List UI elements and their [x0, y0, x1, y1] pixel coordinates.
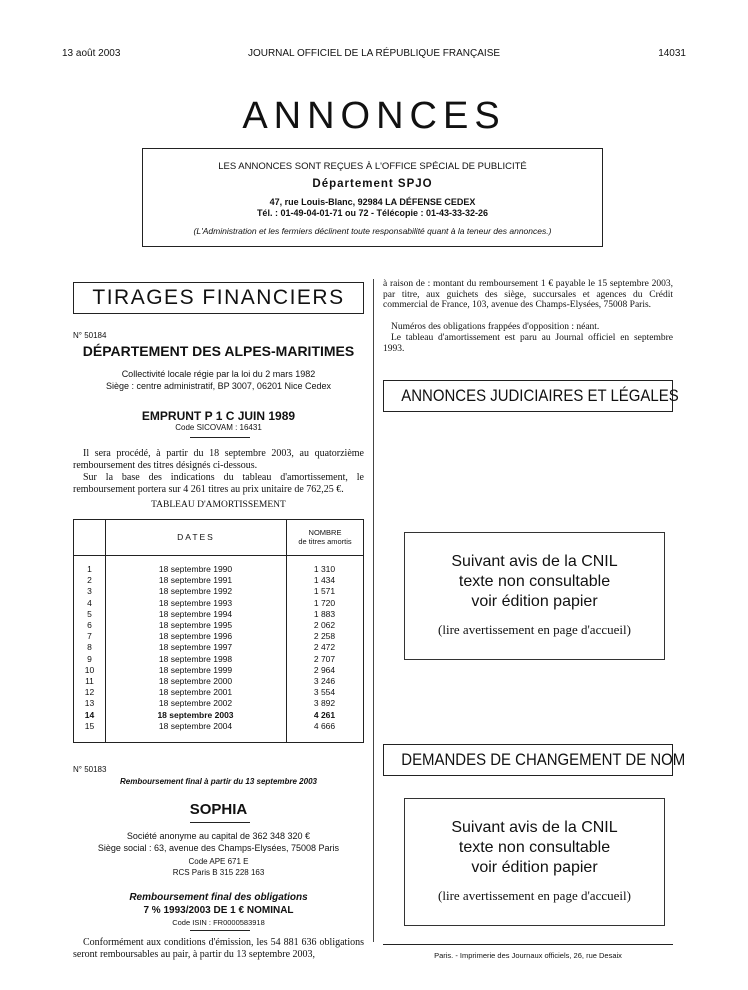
- cnil-line: texte non consultable: [458, 573, 611, 590]
- row-number: 12: [84, 687, 95, 698]
- row-number: 15: [84, 720, 95, 731]
- row-number: 6: [87, 620, 92, 631]
- table-title: TABLEAU D'AMORTISSEMENT: [151, 500, 286, 510]
- row-value: 1 571: [313, 586, 336, 597]
- column-divider: [373, 279, 374, 942]
- final-redemption: Remboursement final des obligations: [129, 892, 308, 903]
- paragraph: [383, 322, 673, 333]
- section-title-changement-nom: [383, 744, 686, 776]
- divider: [190, 930, 250, 931]
- row-date: 18 septembre 1991: [158, 575, 233, 586]
- table-row: [74, 642, 363, 653]
- section-title-tirages: [73, 282, 364, 314]
- row-number: 13: [84, 698, 95, 709]
- paragraph-text: Le tableau d'amortissement est paru au Journal officiel en septembre 1993.: [383, 333, 673, 354]
- row-number: 10: [84, 664, 95, 675]
- table-row: [74, 654, 363, 665]
- loan-code: Code SICOVAM : 16431: [175, 423, 262, 432]
- header-page-number: 14031: [658, 48, 686, 59]
- paragraph-text: Il sera procédé, à partir du 18 septembre 2003, au quatorzième remboursement des titres désignés ci-dessous.: [73, 448, 364, 471]
- row-value: 2 964: [313, 664, 336, 675]
- row-number: 3: [87, 586, 92, 597]
- table-row: [74, 586, 363, 597]
- section-title-judiciaires: [383, 380, 679, 412]
- row-value: 4 261: [313, 709, 336, 720]
- notice-address: 47, rue Louis-Blanc, 92984 LA DÉFENSE CEDEX: [269, 197, 476, 207]
- column-header-dates: DATES: [177, 532, 215, 542]
- bond-description: 7 % 1993/2003 DE 1 € NOMINAL: [143, 905, 294, 916]
- company-capital: Société anonyme au capital de 362 348 320 €: [126, 831, 311, 841]
- column-header-nombre: [287, 528, 363, 546]
- row-value: 2 472: [313, 642, 336, 653]
- column-header-nombre-line1: NOMBRE: [308, 528, 342, 537]
- row-number: 2: [87, 575, 92, 586]
- row-date: 18 septembre 1992: [158, 586, 233, 597]
- cnil-line: Suivant avis de la CNIL: [451, 819, 618, 836]
- row-number: 4: [87, 597, 92, 608]
- row-date: 18 septembre 1990: [158, 564, 233, 574]
- row-value: 1 434: [313, 575, 336, 586]
- table-row: [74, 698, 363, 709]
- row-number: 14: [84, 709, 95, 720]
- cnil-line: voir édition papier: [471, 859, 598, 876]
- table-row: [74, 687, 363, 698]
- paragraph-text: à raison de : montant du remboursement 1 € payable le 15 septembre 2003, par titre, aux guichets des siège, succursales et agences du Crédit commercial de France, 103, avenue des Champs-Elysées, 75008 Paris.: [383, 279, 673, 311]
- paragraph: [73, 472, 364, 495]
- row-number: 9: [87, 653, 92, 664]
- row-value: 2 062: [313, 620, 336, 631]
- section-title-text: TIRAGES FINANCIERS: [92, 286, 345, 309]
- header-date: 13 août 2003: [62, 48, 121, 59]
- row-number: 8: [87, 642, 92, 653]
- notice-disclaimer: (L'Administration et les fermiers déclinent toute responsabilité quant à la teneur des annonces.): [193, 226, 552, 236]
- notice-phone: Tél. : 01-49-04-01-71 ou 72 - Télécopie : 01-43-33-32-26: [256, 208, 489, 218]
- row-date: 18 septembre 1997: [158, 642, 233, 653]
- table-header-rule: [74, 555, 363, 556]
- row-value: 4 666: [313, 720, 336, 731]
- paragraph: [73, 937, 364, 960]
- notice-line: LES ANNONCES SONT REÇUES À L'OFFICE SPÉCIAL DE PUBLICITÉ: [218, 161, 527, 172]
- table-row: [74, 609, 363, 620]
- paragraph-text: Sur la base des indications du tableau d'amortissement, le remboursement portera sur 4 261 titres au prix unitaire de 762,25 €.: [73, 472, 364, 495]
- row-value: 2 707: [313, 653, 336, 664]
- divider: [190, 822, 250, 823]
- cnil-warning: (lire avertissement en page d'accueil): [438, 888, 631, 903]
- paragraph-text: Conformément aux conditions d'émission, les 54 881 636 obligations seront remboursables au pair, à partir du 13 septembre 2003,: [73, 937, 364, 960]
- table-row: [74, 676, 363, 687]
- table-body: [74, 564, 363, 732]
- notice-department: Département SPJO: [312, 178, 433, 190]
- announcement-heading: SOPHIA: [189, 801, 248, 818]
- row-value: 1 883: [313, 608, 336, 619]
- printer-footer: Paris. - Imprimerie des Journaux officiels, 26, rue Desaix: [434, 951, 622, 960]
- announcement-heading: DÉPARTEMENT DES ALPES-MARITIMES: [82, 343, 355, 359]
- page-title: ANNONCES: [242, 95, 506, 137]
- row-date: 18 septembre 1993: [158, 597, 233, 608]
- issuer-status: Collectivité locale régie par la loi du 2 mars 1982: [121, 369, 316, 379]
- row-date: 18 septembre 1998: [158, 653, 233, 664]
- table-row: [74, 665, 363, 676]
- section-title-text: ANNONCES JUDICIAIRES ET LÉGALES: [401, 386, 679, 405]
- footer-rule: [383, 944, 673, 945]
- cnil-warning: (lire avertissement en page d'accueil): [438, 622, 631, 637]
- row-value: 2 258: [313, 631, 336, 642]
- announcement-subtitle: Remboursement final à partir du 13 septembre 2003: [120, 777, 317, 786]
- header-journal: JOURNAL OFFICIEL DE LA RÉPUBLIQUE FRANÇAISE: [247, 48, 501, 59]
- table-row: [74, 710, 363, 721]
- company-rcs: RCS Paris B 315 228 163: [172, 868, 265, 877]
- row-date: 18 septembre 2001: [158, 687, 233, 698]
- row-value: 3 892: [313, 698, 336, 709]
- notice-box: [142, 148, 603, 247]
- column-header-nombre-line2: de titres amortis: [298, 537, 352, 546]
- row-number: 11: [85, 676, 94, 687]
- announcement-number: N° 50184: [73, 331, 107, 340]
- table-row: [74, 564, 363, 575]
- loan-title: EMPRUNT P 1 C JUIN 1989: [141, 409, 296, 423]
- paragraph: [383, 333, 673, 354]
- row-date: 18 septembre 1994: [158, 608, 233, 619]
- paragraph: [383, 279, 673, 311]
- row-date: 18 septembre 2000: [158, 676, 233, 687]
- announcement-number: N° 50183: [73, 765, 107, 774]
- table-row: [74, 575, 363, 586]
- company-ape: Code APE 671 E: [188, 857, 249, 866]
- row-value: 3 246: [313, 676, 336, 687]
- row-value: 1 310: [313, 564, 336, 574]
- row-date: 18 septembre 1995: [158, 620, 233, 631]
- row-number: 1: [87, 564, 92, 574]
- company-address: Siège social : 63, avenue des Champs-Elysées, 75008 Paris: [97, 843, 340, 853]
- divider: [190, 437, 250, 438]
- cnil-line: voir édition papier: [471, 593, 598, 610]
- row-value: 1 720: [313, 597, 336, 608]
- table-row: [74, 631, 363, 642]
- cnil-notice: [404, 532, 665, 660]
- section-title-text: DEMANDES DE CHANGEMENT DE NOM: [401, 750, 686, 769]
- isin-code: Code ISIN : FR0000583918: [172, 918, 265, 927]
- row-number: 5: [87, 608, 92, 619]
- paragraph-text: Numéros des obligations frappées d'opposition : néant.: [391, 322, 600, 332]
- row-date: 18 septembre 1996: [158, 631, 233, 642]
- issuer-address: Siège : centre administratif, BP 3007, 06201 Nice Cedex: [106, 381, 331, 391]
- row-number: 7: [87, 631, 92, 642]
- paragraph: [73, 448, 364, 471]
- table-row: [74, 721, 363, 732]
- cnil-line: Suivant avis de la CNIL: [451, 553, 618, 570]
- table-row: [74, 598, 363, 609]
- amortization-table: [73, 519, 364, 743]
- row-date: 18 septembre 2002: [158, 698, 233, 709]
- cnil-line: texte non consultable: [458, 839, 611, 856]
- row-value: 3 554: [313, 687, 336, 698]
- row-date: 18 septembre 2004: [158, 720, 233, 731]
- row-date: 18 septembre 2003: [157, 709, 234, 720]
- table-row: [74, 620, 363, 631]
- cnil-notice: [404, 798, 665, 926]
- row-date: 18 septembre 1999: [158, 664, 233, 675]
